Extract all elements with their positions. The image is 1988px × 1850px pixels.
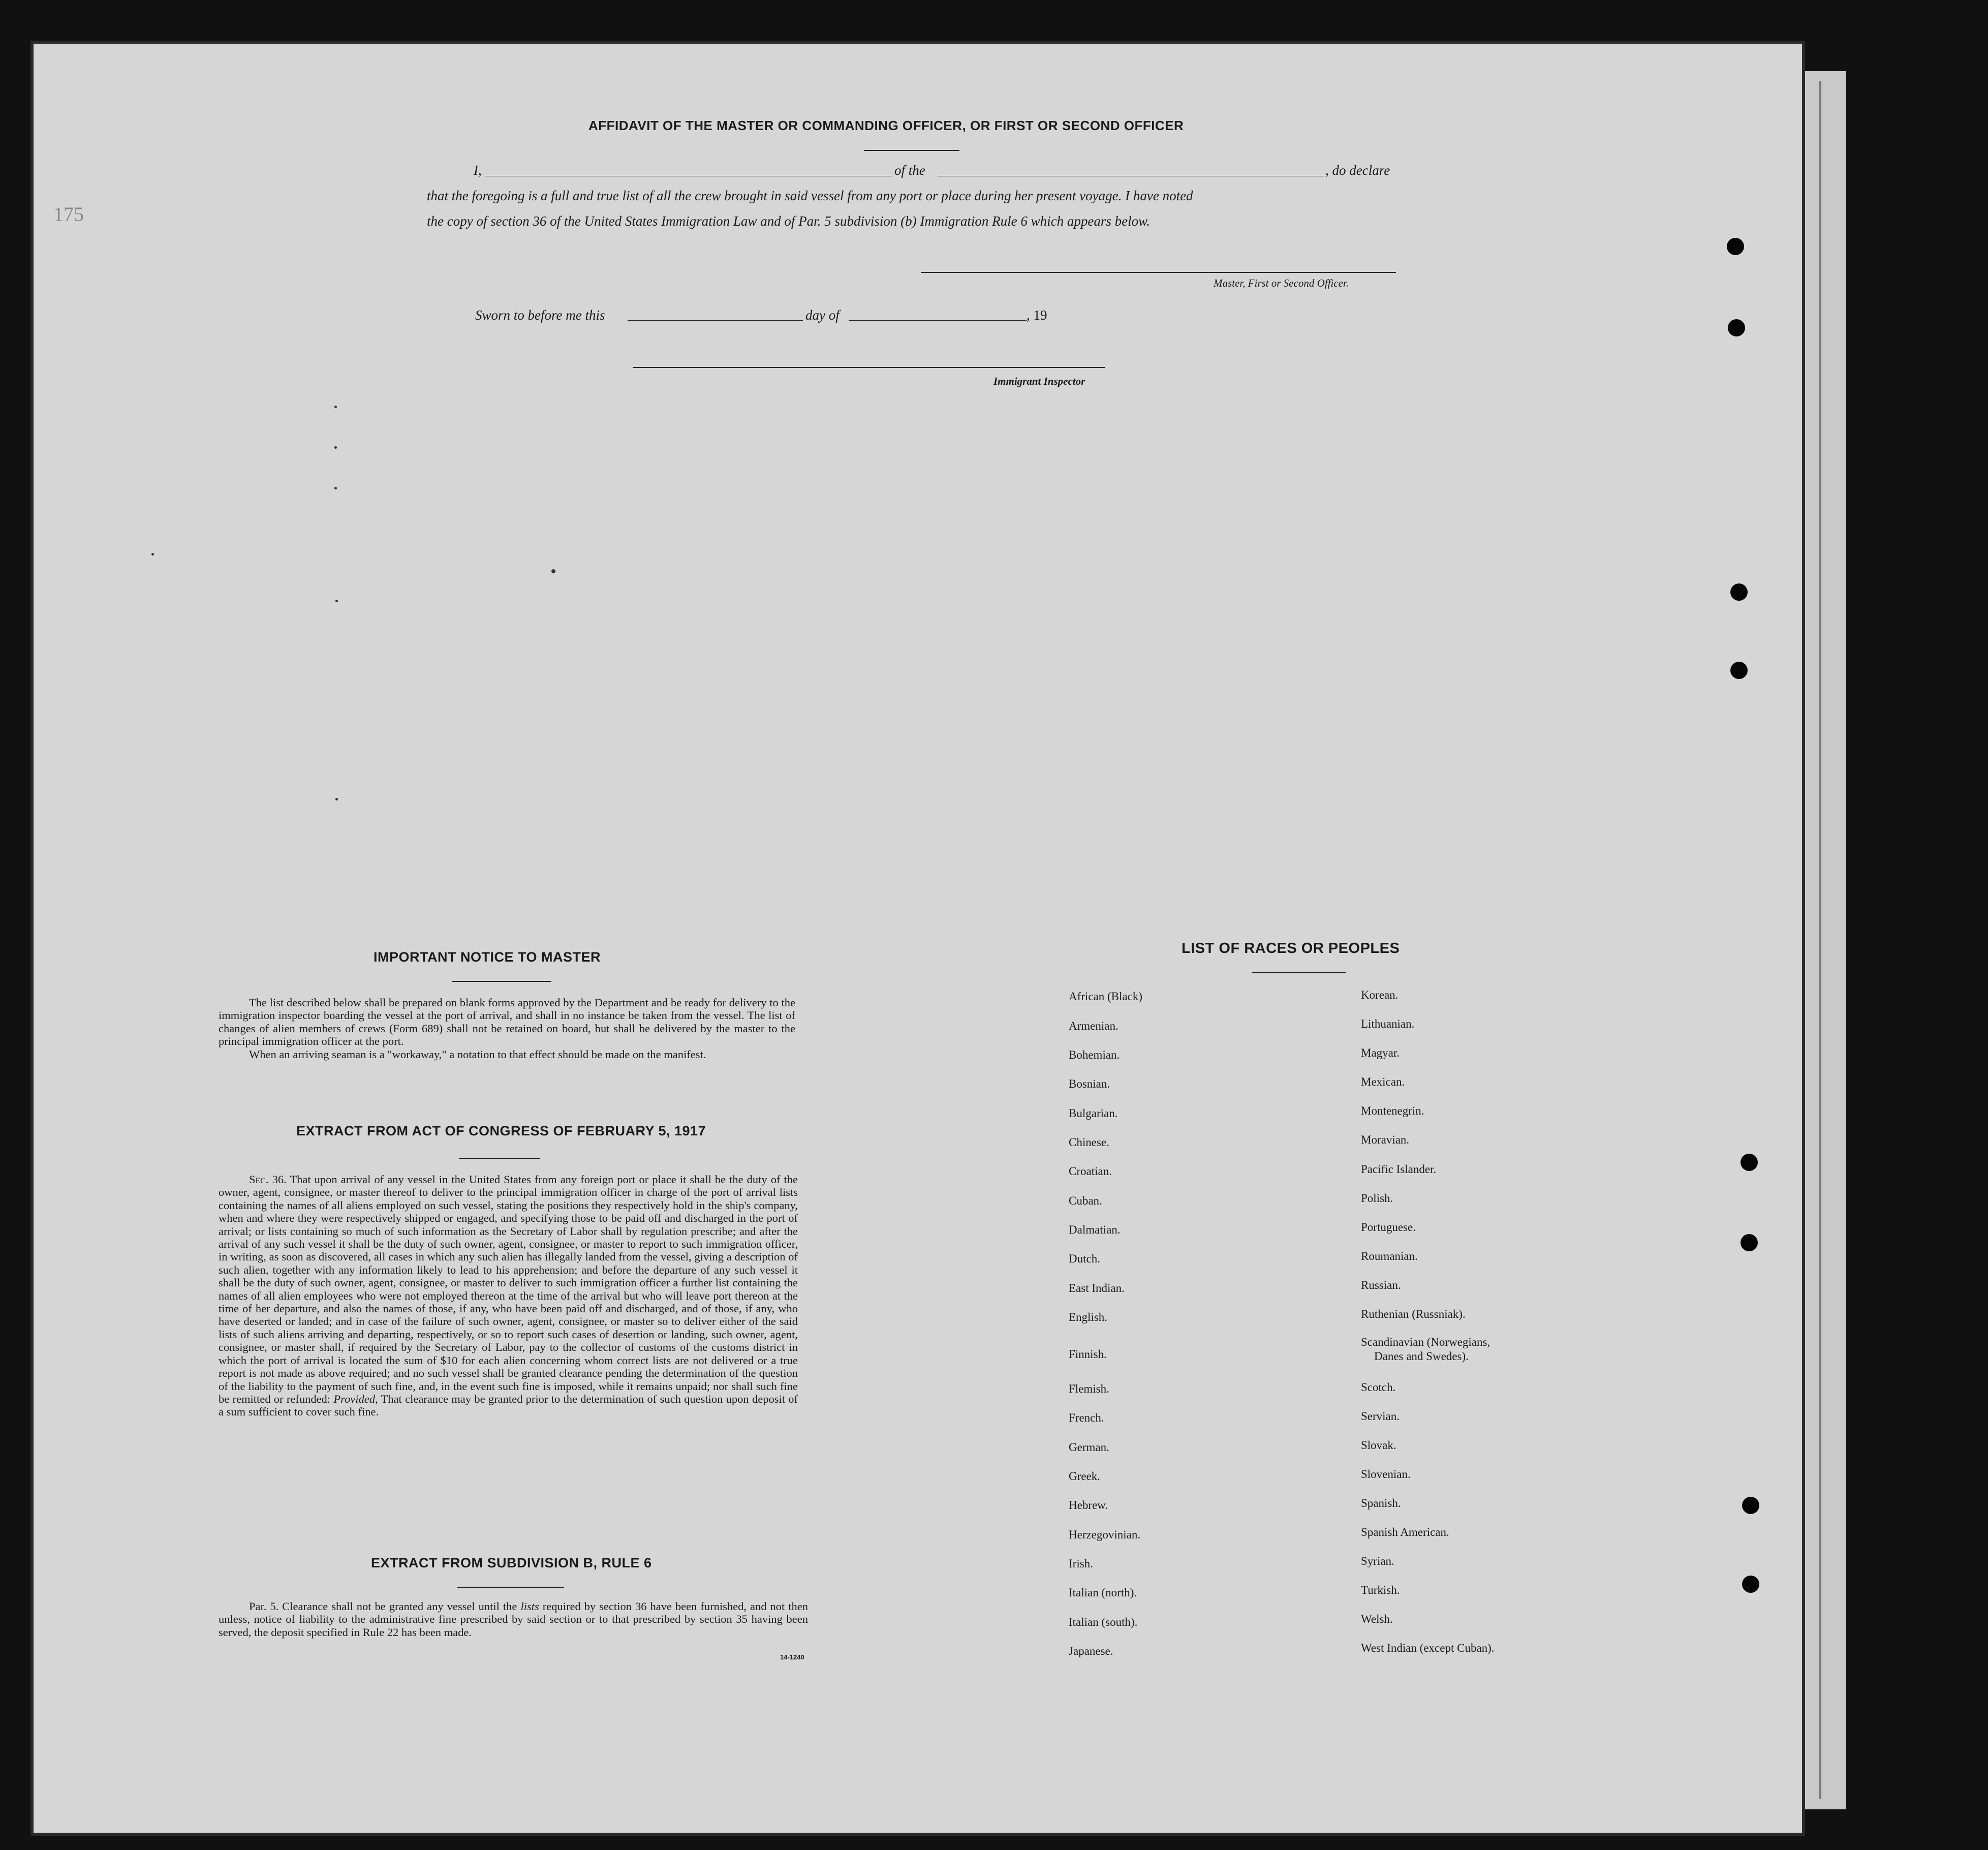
sworn-text: Sworn to before me this (475, 307, 605, 323)
race-item: Chinese. (1069, 1136, 1109, 1149)
race-item: Roumanian. (1361, 1250, 1418, 1262)
affidavit-declare: , do declare (1325, 163, 1390, 178)
race-item: Hebrew. (1069, 1499, 1108, 1512)
race-item: Servian. (1361, 1410, 1400, 1423)
race-item: Lithuanian. (1361, 1017, 1415, 1030)
race-item: Portuguese. (1361, 1221, 1416, 1234)
race-item: Montenegrin. (1361, 1104, 1424, 1117)
race-item: French. (1069, 1411, 1104, 1424)
race-item: Scandinavian (Norwegians, (1361, 1336, 1490, 1348)
speck (335, 798, 338, 800)
rule6-text-end: required by section 36 have been furnished, and not then unless, notice of liability to the administrative fine prescribed by said section or to that prescribed by section 35 having been served, the deposit specified in Rule 22 has been made. (219, 1600, 809, 1639)
notice-text (219, 996, 795, 1061)
race-item: Flemish. (1069, 1382, 1109, 1395)
month-blank (849, 320, 1027, 321)
binder-hole (1730, 662, 1748, 679)
speck (334, 446, 337, 449)
rule6-text (219, 1600, 808, 1639)
signature-label: Master, First or Second Officer. (1214, 277, 1349, 289)
race-item: Bulgarian. (1069, 1107, 1118, 1120)
speck (334, 487, 337, 489)
race-item: Croatian. (1069, 1165, 1112, 1178)
affidavit-i: I, (474, 163, 482, 178)
race-item: Italian (south). (1069, 1616, 1138, 1628)
year-text: , 19 (1027, 307, 1047, 323)
race-item: African (Black) (1069, 990, 1142, 1003)
inspector-label: Immigrant Inspector (993, 375, 1085, 387)
page-edge (1819, 81, 1821, 1799)
race-item: Moravian. (1361, 1133, 1410, 1146)
provided-word: Provided, (333, 1392, 378, 1405)
race-item: Slovenian. (1361, 1468, 1411, 1481)
race-item: Pacific Islander. (1361, 1163, 1437, 1176)
race-item: Greek. (1069, 1470, 1100, 1483)
margin-mark: 175 (53, 203, 84, 226)
race-item: Spanish. (1361, 1497, 1401, 1509)
notice-title: IMPORTANT NOTICE TO MASTER (374, 949, 601, 965)
race-item: Slovak. (1361, 1439, 1396, 1452)
section-label: Sec. 36. (249, 1173, 287, 1186)
inspector-line (633, 367, 1105, 368)
race-item: Spanish American. (1361, 1526, 1449, 1538)
race-item: Bosnian. (1069, 1077, 1110, 1090)
race-item: Finnish. (1069, 1348, 1107, 1361)
affidavit-line2: that the foregoing is a full and true list of all the crew brought in said vessel from any port or place during her present voyage. I have noted (427, 188, 1193, 203)
races-underline (1252, 972, 1346, 973)
race-item: Bohemian. (1069, 1049, 1120, 1061)
race-item: German. (1069, 1441, 1109, 1454)
notice-paragraph-1: The list described below shall be prepared on blank forms approved by the Department and be ready for delivery to the immigration inspector boarding the vessel at the port of arrival, and shall in no instance be taken from the vessel. The list of changes of alien members of crews (Form 689) shall not be retained on board, but shall be delivered by the master to the principal immigration officer at the port. (219, 996, 795, 1048)
affidavit-title: AFFIDAVIT OF THE MASTER OR COMMANDING OFFICER, OR FIRST OR SECOND OFFICER (588, 118, 1184, 133)
race-item: Irish. (1069, 1557, 1093, 1570)
race-item: Mexican. (1361, 1075, 1405, 1088)
race-item: Danes and Swedes). (1374, 1350, 1469, 1363)
binder-hole (1741, 1234, 1758, 1251)
race-item: West Indian (except Cuban). (1361, 1642, 1495, 1654)
rule6-title: EXTRACT FROM SUBDIVISION B, RULE 6 (371, 1555, 652, 1570)
race-item: Polish. (1361, 1192, 1393, 1205)
race-item: Magyar. (1361, 1046, 1400, 1059)
speck (334, 406, 337, 408)
speck (335, 600, 338, 602)
race-item: East Indian. (1069, 1282, 1125, 1294)
notice-paragraph-2: When an arriving seaman is a "workaway," a notation to that effect should be made on the manifest. (249, 1047, 706, 1061)
rule6-text-start: Par. 5. Clearance shall not be granted any vessel until the (249, 1600, 517, 1613)
race-item: Dutch. (1069, 1252, 1100, 1265)
binder-hole (1741, 1154, 1758, 1171)
lists-word: lists (520, 1600, 539, 1613)
race-item: English. (1069, 1311, 1108, 1323)
race-item: Syrian. (1361, 1555, 1394, 1567)
act-title: EXTRACT FROM ACT OF CONGRESS OF FEBRUARY 5, 1917 (296, 1123, 706, 1138)
race-item: Turkish. (1361, 1584, 1400, 1596)
race-item: Korean. (1361, 989, 1399, 1001)
speck (551, 569, 555, 573)
binder-hole (1728, 319, 1745, 336)
day-of-text: day of (805, 307, 840, 323)
act-text (219, 1173, 798, 1419)
day-blank (628, 320, 803, 321)
title-underline (864, 150, 959, 151)
race-item: Italian (north). (1069, 1586, 1137, 1599)
notice-underline (452, 981, 551, 982)
race-item: Armenian. (1069, 1020, 1119, 1032)
act-underline (459, 1158, 540, 1159)
binder-hole (1742, 1576, 1759, 1593)
race-item: Welsh. (1361, 1613, 1393, 1625)
affidavit-of-the: of the (894, 163, 925, 178)
binder-hole (1742, 1497, 1759, 1514)
section-36-text: That upon arrival of any vessel in the United States from any foreign port or place it shall be the duty of the owner, agent, consignee, or master thereof to deliver to the principal immigration officer in charge of the port of arrival lists containing the names of all aliens employed on such vessel, stating the positions they respectively hold in the ship's company, when and where they were respectively shipped or engaged, and specifying those to be paid off and discharged in the port of arrival; or lists containing so much of such information as the Secretary of Labor shall by regulation prescribe; and after the arrival of any such vessel it shall be the duty of such owner, agent, consignee, or master to report to such immigration officer, in writing, as soon as discovered, all cases in which any such alien has illegally landed from the vessel, giving a description of such alien, together with any information likely to lead to his apprehension; and before the departure of any such vessel it shall be the duty of such owner, agent, consignee, or master to deliver to such immigration officer a further list containing the names of all alien employees who were not employed thereon at the time of the arrival but who will leave port thereon at the time of her departure, and also the names of those, if any, who have been paid off and discharged, and of those, if any, who have deserted or landed; and in case of the failure of such owner, agent, consignee, or master so to deliver either of the said lists of such aliens arriving and departing, respectively, or so to report such cases of desertion or landing, such owner, agent, consignee, or master shall, if required by the Secretary of Labor, pay to the collector of customs of the customs district in which the port of arrival is located the sum of $10 for each alien concerning whom correct lists are not delivered or a true report is not made as above required; and no such vessel shall be granted clearance pending the determination of the question of the liability to the payment of such fine, and, in the event such fine is imposed, while it remains unpaid; nor shall such fine be remitted or refunded: (219, 1173, 798, 1405)
race-item: Herzegovinian. (1069, 1528, 1141, 1541)
race-item: Dalmatian. (1069, 1223, 1121, 1236)
race-item: Japanese. (1069, 1645, 1113, 1657)
races-title: LIST OF RACES OR PEOPLES (1182, 940, 1400, 957)
rule6-underline (457, 1587, 564, 1588)
race-item: Russian. (1361, 1279, 1401, 1291)
section-36-end: That clearance may be granted prior to the determination of such question upon deposit of a sum sufficient to cover such fine. (219, 1392, 798, 1419)
signature-line (921, 272, 1396, 273)
race-item: Cuban. (1069, 1194, 1102, 1207)
binder-hole (1730, 583, 1748, 601)
race-item: Ruthenian (Russniak). (1361, 1308, 1466, 1320)
race-item: Scotch. (1361, 1381, 1396, 1394)
document-page (30, 41, 1805, 1836)
speck (151, 553, 154, 556)
affidavit-line3: the copy of section 36 of the United States Immigration Law and of Par. 5 subdivision (b) Immigration Rule 6 which appears below. (427, 213, 1150, 229)
form-number: 14-1240 (780, 1653, 804, 1661)
binder-hole (1727, 238, 1744, 255)
